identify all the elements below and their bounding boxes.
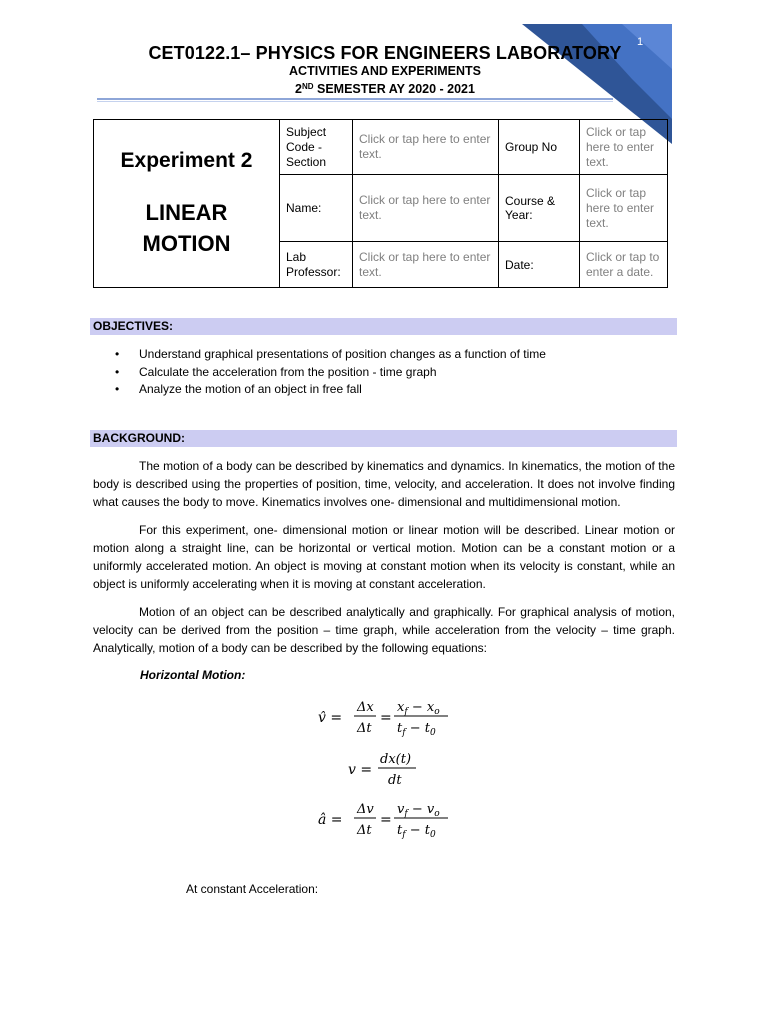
svg-text:=: = xyxy=(380,710,392,726)
constant-acceleration-label: At constant Acceleration: xyxy=(186,882,319,896)
average-acceleration-equation xyxy=(316,796,456,844)
page-number: 1 xyxy=(637,36,644,48)
professor-label: Lab Professor: xyxy=(280,242,353,288)
objectives-list xyxy=(115,346,546,399)
svg-text:dt: dt xyxy=(388,773,402,788)
subject-label: Subject Code - Section xyxy=(280,120,353,175)
experiment-cell xyxy=(94,120,280,288)
page-header xyxy=(90,42,680,97)
course-title: CET0122.1– PHYSICS FOR ENGINEERS LABORATORY xyxy=(148,43,622,63)
svg-text:dx(t): dx(t) xyxy=(380,752,412,767)
svg-text:â =: â = xyxy=(318,812,343,828)
background-paragraph-3: Motion of an object can be described analytically and graphically. For graphical analysis of motion, velocity can be derived from the position – time graph, while acceleration from the velocity – time graph. Analytically, motion of a body can be described by the following equations: xyxy=(93,605,675,655)
horizontal-motion-label: Horizontal Motion: xyxy=(140,668,246,682)
group-field[interactable]: Click or tap here to enter text. xyxy=(580,120,668,175)
document-subtitle: ACTIVITIES AND EXPERIMENTS xyxy=(289,64,481,78)
semester-line: 2ND SEMESTER AY 2020 - 2021 xyxy=(295,82,475,96)
svg-text:Δv: Δv xyxy=(357,802,374,817)
list-item: • Analyze the motion of an object in free fall xyxy=(115,382,362,396)
experiment-title-2: MOTION xyxy=(142,230,231,256)
course-field[interactable]: Click or tap here to enter text. xyxy=(580,175,668,242)
experiment-title-1: LINEAR xyxy=(145,199,228,225)
svg-text:Δx: Δx xyxy=(357,700,374,715)
student-info-table xyxy=(93,119,668,288)
header-rule xyxy=(97,98,613,100)
background-paragraph-2: For this experiment, one- dimensional motion or linear motion will be described. Linear motion or motion along a straight line, can be horizontal or vertical motion. Motion can be a constant motion or a uniformly accelerated motion. An object is moving at constant motion when its velocity is constant, while an object is uniformly accelerating when it is moving at constant acceleration. xyxy=(93,523,675,591)
group-label: Group No xyxy=(499,120,580,175)
experiment-number: Experiment 2 xyxy=(120,148,253,172)
background-heading: BACKGROUND: xyxy=(90,430,677,447)
svg-text:Δt: Δt xyxy=(357,823,372,838)
date-label: Date: xyxy=(499,242,580,288)
subject-field[interactable]: Click or tap here to enter text. xyxy=(353,120,499,175)
course-label: Course & Year: xyxy=(499,175,580,242)
svg-text:=: = xyxy=(380,812,392,828)
name-label: Name: xyxy=(280,175,353,242)
instantaneous-velocity-equation xyxy=(346,748,426,790)
list-item: • Understand graphical presentations of position changes as a function of time xyxy=(115,347,546,361)
svg-text:tf − t0: $t_f - t_0$ xyxy=(397,823,436,840)
date-field[interactable]: Click or tap to enter a date. xyxy=(580,242,668,288)
svg-text:v̂ =: v̂ = xyxy=(318,710,343,726)
svg-text:xf − xo: $x_f - x_o$ xyxy=(397,700,440,717)
svg-text:vf − vo: $v_f - v_o$ xyxy=(397,802,440,819)
background-paragraph-1: The motion of a body can be described by kinematics and dynamics. In kinematics, the motion of the body is described using the properties of position, time, velocity, and acceleration. It does not involve finding what causes the body to move. Kinematics involves one- dimensional and multidimensional motion. xyxy=(93,459,675,509)
list-item: • Calculate the acceleration from the position - time graph xyxy=(115,364,437,379)
name-field[interactable]: Click or tap here to enter text. xyxy=(353,175,499,242)
header-rule-light xyxy=(97,101,613,102)
objectives-heading: OBJECTIVES: xyxy=(90,318,677,335)
professor-field[interactable]: Click or tap here to enter text. xyxy=(353,242,499,288)
svg-text:Δt: Δt xyxy=(357,721,372,736)
average-velocity-equation xyxy=(316,694,456,742)
svg-text:v =: v = xyxy=(348,762,373,778)
svg-text:tf − t0: $t_f - t_0$ xyxy=(397,721,436,738)
